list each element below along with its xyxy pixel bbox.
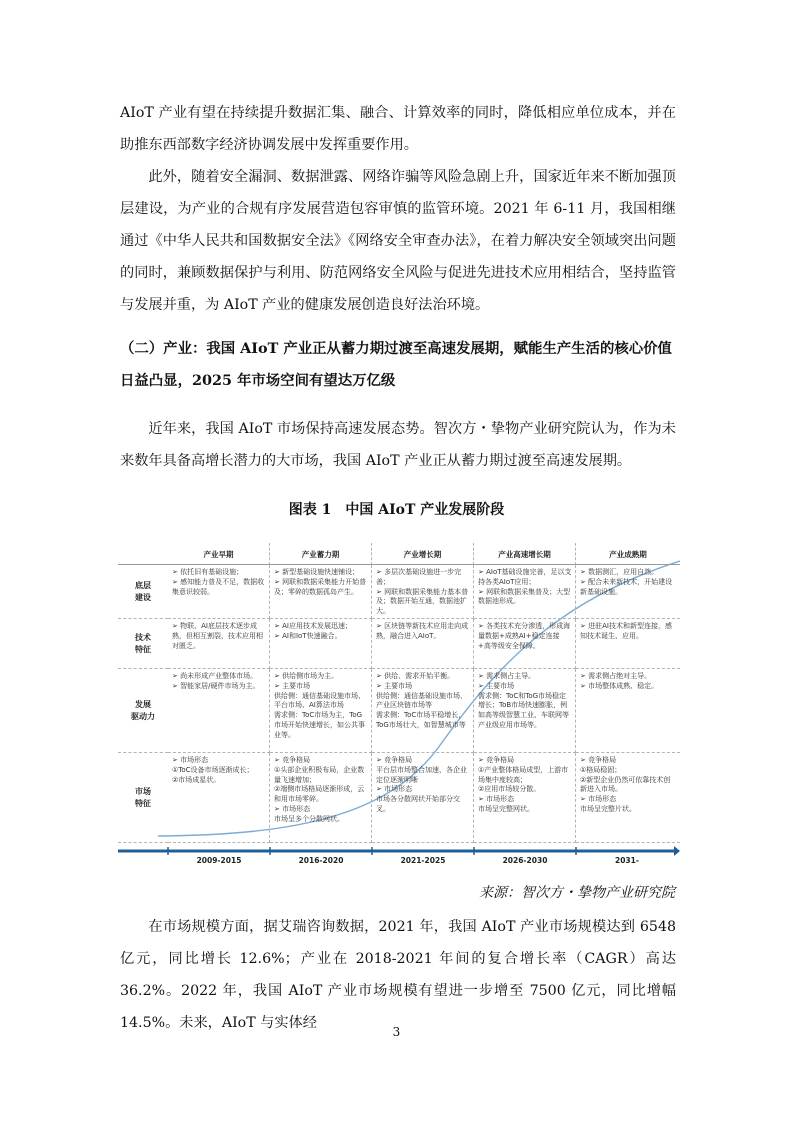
grid-cell: ➢ 区块链等新技术应用走向成熟，融合进入AIoT。 <box>372 619 474 669</box>
grid-cell: ➢ 需求侧占绝对主导。 ➢ 市场整体成熟、稳定。 <box>576 669 680 753</box>
grid-cell: ➢ 供给、需求开始平衡。 ➢ 主要市场 供给侧：通信基础设施市场、产业区块链市场等 需求侧：ToC市场平稳增长，ToG市场壮大，如智慧城市等 <box>372 669 474 753</box>
row-label-drivers: 发展 驱动力 <box>118 669 168 753</box>
stage-header: 产业早期 <box>168 543 270 565</box>
period-label: 2031- <box>615 856 639 865</box>
grid-cell: ➢ AI应用技术发展迅速； ➢ AI和IoT快速融合。 <box>270 619 372 669</box>
stage-header: 产业高速增长期 <box>474 543 576 565</box>
stage-header: 产业增长期 <box>372 543 474 565</box>
grid-cell: ➢ 竞争格局 ①格局稳固； ②新型企业仍然可依靠技术创新进入市场。 ➢ 市场形态 市场呈完整片状。 <box>576 753 680 843</box>
grid-cell: ➢ 物联、AI底层技术逐步成熟，但相互割裂，技术应用相对匮乏。 <box>168 619 270 669</box>
grid-cell: ➢ 多层次基础设施进一步完善； ➢ 网联和数据采集能力基本普及；数据开始互通，数据池扩大。 <box>372 565 474 619</box>
grid-cell: ➢ 竞争格局 ①产业整体格局成型，上游市场集中度较高； ②应用市场较分散。 ➢ 市场形态 市场呈完整网状。 <box>474 753 576 843</box>
row-label-technology: 技术 特征 <box>118 619 168 669</box>
grid-cell: ➢ 依托旧有基础设施； ➢ 感知能力普及不足，数据收集意识较弱。 <box>168 565 270 619</box>
grid-cell: ➢ 进驻AI技术和新型连接，感知技术诞生、应用。 <box>576 619 680 669</box>
grid-cell: ➢ 新型基础设施快速铺设； ➢ 网联和数据采集能力开始普及；零碎的数据孤岛产生。 <box>270 565 372 619</box>
paragraph-market-size: 在市场规模方面，据艾瑞咨询数据，2021 年，我国 AIoT 产业市场规模达到 6548 亿元，同比增长 12.6%；产业在 2018-2021 年间的复合增长率（CAGR）高达 36.2%。2022 年，我国 AIoT 产业市场规模有望进一步增至 7500 亿元，同比增幅 14.5%。未来，AIoT 与实体经 <box>120 919 676 1031</box>
stage-header: 产业蓄力期 <box>270 543 372 565</box>
row-label-infrastructure: 底层 建设 <box>118 565 168 619</box>
figure-source: 来源：智次方・挚物产业研究院 <box>479 885 675 901</box>
grid-corner <box>118 543 168 565</box>
section-heading: （二）产业：我国 AIoT 产业正从蓄力期过渡至高速发展期，赋能生产生活的核心价值日益凸显，2025 年市场空间有望达万亿级 <box>120 340 672 389</box>
stage-figure <box>118 543 680 875</box>
grid-cell: ➢ 各类技术充分渗透，形成海量数据+成熟AI+稳定连接+高等级安全保障。 <box>474 619 576 669</box>
paragraph-market-trend: 近年来，我国 AIoT 市场保持高速发展态势。智次方・挚物产业研究院认为，作为未来数年具备高增长潜力的大市场，我国 AIoT 产业正从蓄力期过渡至高速发展期。 <box>120 421 676 469</box>
grid-cell: ➢ 供给侧市场为主。 ➢ 主要市场 供给侧：通信基础设施市场、平台市场、AI算法市场 需求侧：ToC市场为主，ToG市场开始快速增长，如公共事业等。 <box>270 669 372 753</box>
figure-title: 图表 1 中国 AIoT 产业发展阶段 <box>288 502 505 518</box>
stage-grid <box>118 543 680 843</box>
period-label: 2009-2015 <box>196 856 242 865</box>
grid-cell: ➢ 市场形态 ①ToC设备市场逐渐成长； ②市场成星状。 <box>168 753 270 843</box>
grid-cell: ➢ 竞争格局 ①头部企业积极布局，企业数量飞速增加； ②端侧市场格局逐渐形成，云和用市场零碎。 ➢ 市场形态 市场呈多个分散网状。 <box>270 753 372 843</box>
row-label-market: 市场 特征 <box>118 753 168 843</box>
grid-cell: ➢ 竞争格局 平台层市场整合加速，各企业定位逐渐明晰 ➢ 市场形态 市场各分散网状开始部分交叉。 <box>372 753 474 843</box>
stage-header: 产业成熟期 <box>576 543 680 565</box>
paragraph-intro: AIoT 产业有望在持续提升数据汇集、融合、计算效率的同时，降低相应单位成本，并在助推东西部数字经济协调发展中发挥重要作用。 <box>120 105 676 153</box>
grid-cell: ➢ AIoT基础设施完善，足以支持各类AIoT应用； ➢ 网联和数据采集普及；大型数据池形成。 <box>474 565 576 619</box>
period-label: 2021-2025 <box>400 856 446 865</box>
period-label: 2016-2020 <box>298 856 344 865</box>
grid-cell: ➢ 尚未形成产业整体市场。 ➢ 智能家居/硬件市场为主。 <box>168 669 270 753</box>
grid-cell: ➢ 数据测汇，应用自然。 ➢ 配合未来新技术，开始建设新基础设施。 <box>576 565 680 619</box>
paragraph-regulation: 此外，随着安全漏洞、数据泄露、网络诈骗等风险急剧上升，国家近年来不断加强顶层建设，为产业的合规有序发展营造包容审慎的监管环境。2021 年 6-11 月，我国相继通过《中华人民共和国数据安全法》《网络安全审查办法》，在着力解决安全领域突出问题的同时，兼顾数据保护与利用、防范网络安全风险与促进先进技术应用相结合，坚持监管与发展并重，为 AIoT 产业的健康发展创造良好法治环境。 <box>120 169 676 313</box>
page-number: 3 <box>392 1025 401 1039</box>
period-label: 2026-2030 <box>502 856 548 865</box>
grid-cell: ➢ 需求侧占主导。 ➢ 主要市场 需求侧：ToC和ToG市场稳定增长；ToB市场快速膨胀，例如高等级智慧工业、车联网等产业级应用市场等。 <box>474 669 576 753</box>
